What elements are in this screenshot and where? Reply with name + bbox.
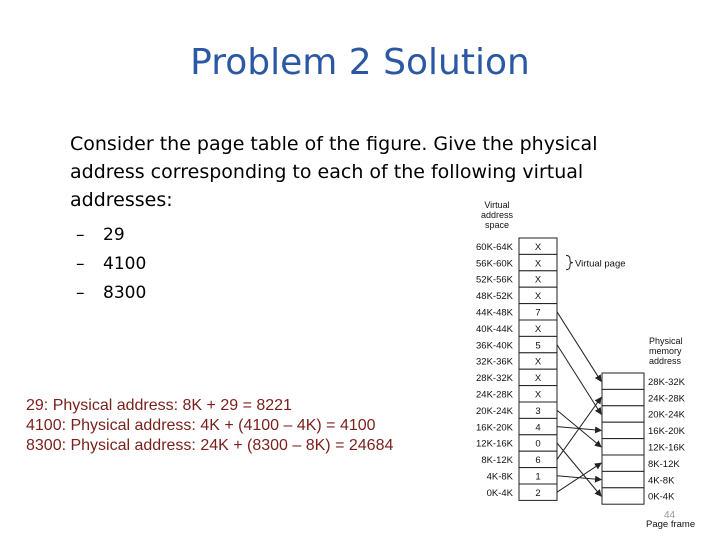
page-table-entry: 3	[535, 405, 541, 417]
virtual-range-label: 56K-60K	[476, 258, 513, 270]
list-item: – 4100	[76, 253, 147, 274]
physical-header-line: Physical	[649, 336, 683, 346]
mapping-arrow	[557, 398, 601, 460]
list-item: – 29	[76, 224, 125, 245]
physical-range-label: 8K-12K	[648, 458, 680, 470]
page-frame-text: Page frame	[646, 519, 696, 530]
page-table-entry: 4	[535, 422, 541, 434]
virtual-range-label: 16K-20K	[476, 422, 513, 434]
virtual-range-label: 52K-56K	[476, 274, 513, 286]
virtual-range-label: 48K-52K	[476, 291, 513, 303]
physical-frame-cell	[602, 373, 644, 389]
virtual-range-label: 40K-44K	[476, 323, 513, 335]
answer-line: 4100: Physical address: 4K + (4100 – 4K) = 4100	[26, 417, 376, 434]
physical-range-label: 24K-28K	[648, 393, 685, 405]
virtual-header-line: space	[484, 220, 510, 230]
virtual-address-4100: 4100	[103, 253, 147, 274]
virtual-range-label: 0K-4K	[486, 487, 513, 499]
page-table-entry: X	[534, 291, 542, 303]
answer-line: 29: Physical address: 8K + 29 = 8221	[26, 397, 292, 414]
virtual-range-label: 44K-48K	[476, 307, 513, 319]
page-table-entry: X	[534, 373, 542, 385]
brace-shape	[566, 255, 573, 269]
physical-address-header	[649, 336, 683, 366]
virtual-range-label: 60K-64K	[476, 241, 513, 253]
page-table-entry: 1	[535, 471, 541, 483]
page-table-entry: 5	[535, 340, 541, 352]
virtual-range-label: 12K-16K	[476, 438, 513, 450]
page-table-entry: X	[534, 356, 542, 368]
physical-range-label: 28K-32K	[648, 376, 685, 388]
physical-range-label: 20K-24K	[648, 409, 685, 421]
virtual-range-label: 8K-12K	[481, 455, 513, 467]
answer-line: 8300: Physical address: 24K + (8300 – 8K) = 24684	[26, 437, 394, 454]
physical-range-label: 4K-8K	[648, 475, 675, 487]
page-table-entry: X	[534, 274, 542, 286]
page-table-entry: X	[534, 389, 542, 401]
virtual-range-labels	[476, 242, 514, 499]
virtual-address-29: 29	[103, 224, 125, 245]
page-table-entry: 0	[535, 438, 541, 450]
question-text: Consider the page table of the figure. Give the physical address corresponding to each of the following virtual addresses:	[70, 133, 598, 211]
physical-frame-cell	[602, 422, 644, 438]
physical-frame-cell	[602, 471, 644, 487]
virtual-header-line: Virtual	[484, 200, 510, 210]
physical-frame-cell	[602, 488, 644, 504]
slide-title: Problem 2 Solution	[190, 42, 530, 83]
physical-frame-cell	[602, 389, 644, 405]
physical-frame-cell	[602, 439, 644, 455]
physical-range-label: 0K-4K	[648, 491, 675, 503]
page-table-entry: X	[534, 323, 542, 335]
virtual-range-label: 32K-36K	[476, 356, 513, 368]
page-table-entry: X	[534, 258, 542, 270]
virtual-range-label: 4K-8K	[486, 471, 513, 483]
physical-frame-cell	[602, 406, 644, 422]
virtual-address-header	[481, 200, 514, 230]
physical-range-labels	[648, 377, 686, 503]
page-table-entry: X	[534, 241, 542, 253]
mapping-arrow	[557, 345, 601, 414]
mapping-arrows	[557, 312, 601, 496]
physical-frame-cell	[602, 455, 644, 471]
virtual-page-brace	[566, 255, 626, 269]
slide-number: 44	[664, 510, 676, 521]
virtual-range-label: 36K-40K	[476, 340, 513, 352]
virtual-range-label: 24K-28K	[476, 389, 513, 401]
virtual-header-line: address	[480, 210, 514, 220]
physical-memory	[602, 373, 644, 504]
virtual-range-label: 28K-32K	[476, 373, 513, 385]
virtual-range-label: 20K-24K	[476, 405, 513, 417]
page-table-entry: 6	[535, 455, 541, 467]
physical-header-line: memory	[649, 346, 682, 356]
page-table-entry: 7	[535, 307, 541, 319]
list-item: – 8300	[76, 282, 147, 303]
page-table-entry: 2	[535, 487, 541, 499]
mapping-arrow	[557, 312, 601, 381]
page-table	[519, 238, 557, 500]
physical-range-label: 12K-16K	[648, 442, 685, 454]
virtual-address-8300: 8300	[103, 282, 147, 303]
physical-range-label: 16K-20K	[648, 426, 685, 438]
virtual-page-label: Virtual page	[575, 258, 626, 270]
physical-header-line: address	[649, 356, 682, 366]
